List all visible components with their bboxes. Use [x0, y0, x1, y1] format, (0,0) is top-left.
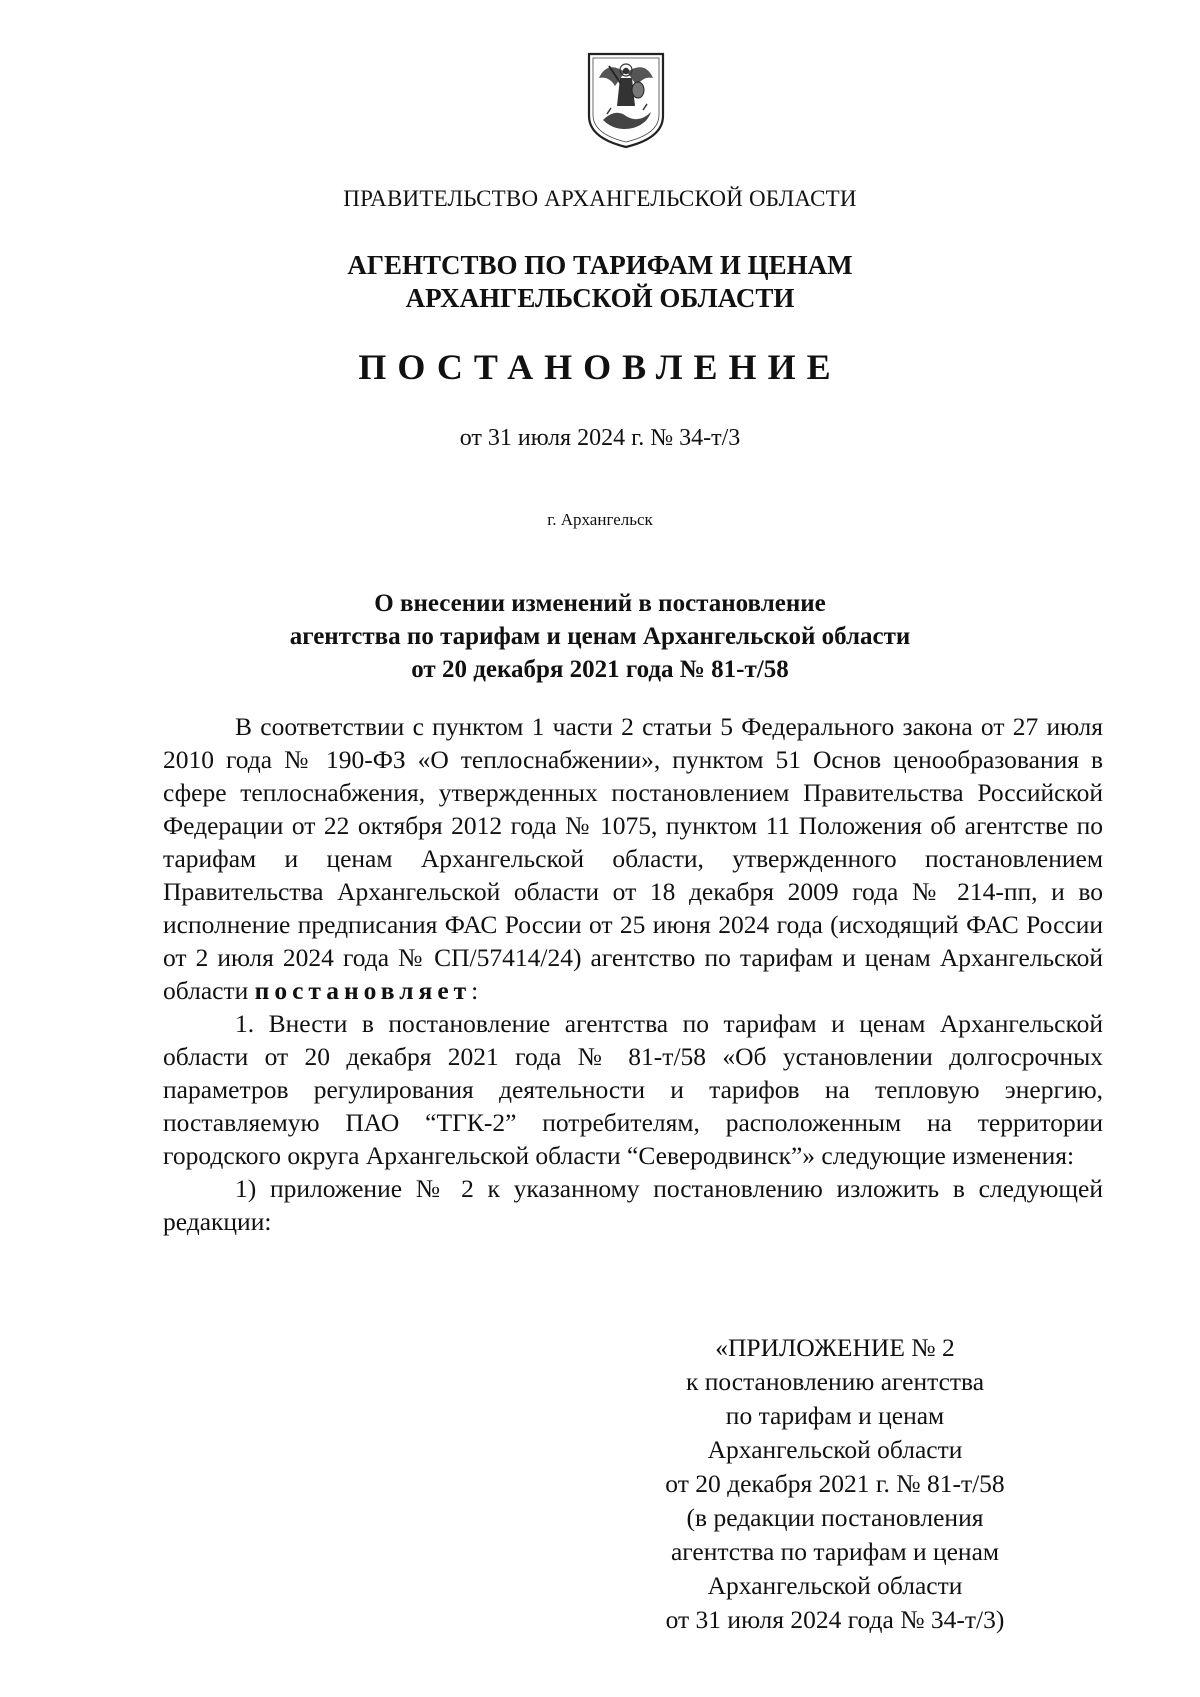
preamble-paragraph [163, 710, 1103, 1007]
resolves-word: постановляет [254, 976, 472, 1005]
agency-title [0, 249, 1200, 315]
appendix-line: от 31 июля 2024 года № 34-т/3) [665, 1605, 1005, 1634]
resolves-colon: : [471, 976, 479, 1005]
item-1-1-paragraph: 1) приложение № 2 к указанному постановлению изложить в следующей редакции: [163, 1174, 1103, 1236]
item-1-paragraph: 1. Внести в постановление агентства по тарифам и ценам Архангельской области от 20 декабря 2021 года № 81-т/58 «Об установлении долгосрочных параметров регулирования деятельности и тарифов на тепловую энергию, поставляемую ПАО “ТГК-2” потребителям, расположенным на территории городского округа Архангельской области “Северодвинск”» следующие изменения: [163, 1009, 1103, 1170]
subject-line: агентства по тарифам и ценам Архангельской области [289, 623, 911, 650]
appendix-line: (в редакции постановления [686, 1503, 984, 1532]
document-city: г. Архангельск [547, 510, 653, 529]
document-body [163, 710, 1103, 1238]
coat-of-arms-icon [585, 50, 667, 150]
appendix-line: Архангельской области [707, 1571, 963, 1600]
appendix-line: «ПРИЛОЖЕНИЕ № 2 [715, 1333, 955, 1362]
document-type: ПОСТАНОВЛЕНИЕ [358, 347, 842, 387]
government-title: ПРАВИТЕЛЬСТВО АРХАНГЕЛЬСКОЙ ОБЛАСТИ [343, 186, 857, 211]
appendix-header [640, 1331, 1030, 1637]
agency-title-line: АГЕНТСТВО ПО ТАРИФАМ И ЦЕНАМ [347, 250, 853, 280]
appendix-line: по тарифам и ценам [725, 1401, 945, 1430]
agency-title-line: АРХАНГЕЛЬСКОЙ ОБЛАСТИ [405, 283, 795, 313]
appendix-line: к постановлению агентства [685, 1367, 985, 1396]
document-subject [0, 587, 1200, 686]
document-date-number: от 31 июля 2024 г. № 34-т/3 [459, 425, 741, 451]
subject-line: от 20 декабря 2021 года № 81-т/58 [411, 656, 789, 683]
appendix-line: агентства по тарифам и ценам [670, 1537, 1000, 1566]
subject-line: О внесении изменений в постановление [374, 590, 826, 617]
preamble-text: В соответствии с пунктом 1 части 2 статьи 5 Федерального закона от 27 июля 2010 года № 190-ФЗ «О теплоснабжении», пунктом 51 Основ ценообразования в сфере теплоснабжения, утвержденных постановлением Правительства Российской Федерации от 22 октября 2012 года № 1075, пунктом 11 Положения об агентстве по тарифам и ценам Архангельской области, утвержденного постановлением Правительства Архангельской области от 18 декабря 2009 года № 214-пп, и во исполнение предписания ФАС России от 25 июня 2024 года (исходящий ФАС России от 2 июля 2024 года № СП/57414/24) агентство по тарифам и ценам Архангельской области [163, 712, 1103, 1005]
appendix-line: от 20 декабря 2021 г. № 81-т/58 [665, 1469, 1005, 1498]
appendix-line: Архангельской области [707, 1435, 963, 1464]
